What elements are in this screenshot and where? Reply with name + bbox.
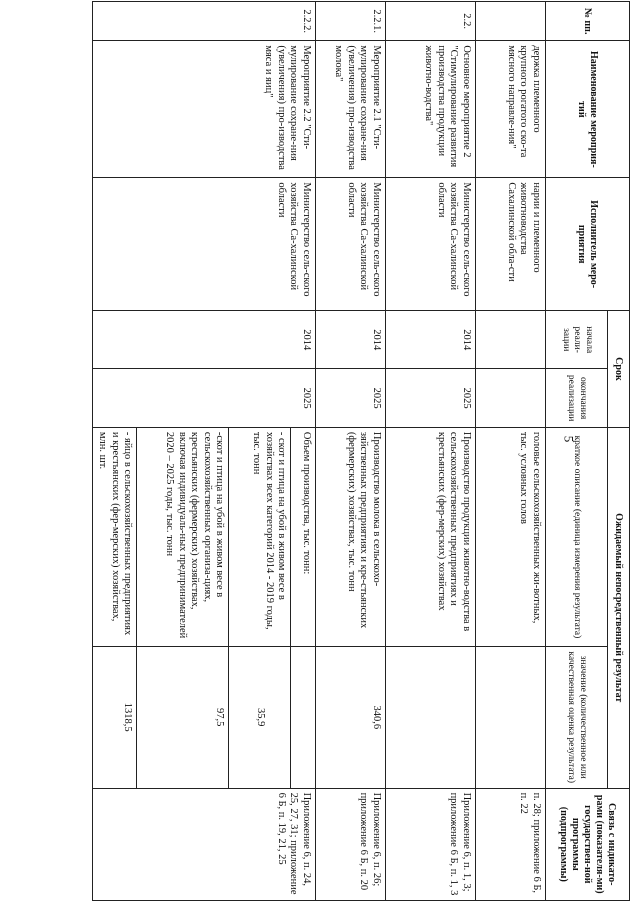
header-result: Ожидаемый непосредственный результат — [608, 427, 630, 788]
table-row — [316, 2, 386, 901]
header-start: начала реали-зации — [546, 311, 608, 369]
result-desc: - скот и птица на убой в живом весе в хозяйствах всех категорий 2014 - 2019 годы, тыс. тонн — [229, 428, 291, 647]
row-start: 2014 — [386, 311, 476, 369]
row-result-desc: Производство молока в сельскохо-зяйственных предприятиях и кре-стьянских (фермерских) хозяйствах, тыс. тонн — [316, 427, 386, 646]
row-start: 2014 — [316, 311, 386, 369]
row-link: Приложение 6, п. 24, 25, 27, 31; приложение 6 Б, п. 19, 21, 25 — [92, 788, 315, 900]
row-end: 2025 — [92, 369, 315, 427]
row-name: держка племенного крупного рогатого ско-та мясного направле-ния" — [476, 41, 546, 178]
result-value: 97,5 — [137, 646, 229, 787]
result-value — [291, 646, 315, 787]
table-row — [92, 2, 315, 901]
row-end: 2025 — [316, 369, 386, 427]
result-subrow — [93, 428, 137, 788]
result-subrow — [137, 428, 229, 788]
row-start: 2014 — [92, 311, 315, 369]
header-result-desc: краткое описание (единица измерения результата) — [546, 427, 608, 646]
result-desc: -скот и птица на убой в живом весе в сельскохозяйственных организа-циях, крестьянских (фермерских) хозяйствах, включая индивидуаль-ных предпринимателей 2020 – 2025 годы, тыс. тонн — [137, 428, 229, 647]
row-result-value — [476, 646, 546, 788]
result-subrow — [291, 428, 315, 788]
result-subrow — [229, 428, 291, 788]
row-link: Приложение 6, п. 1, 3; приложение 6 Б, п. 1, 3 — [386, 788, 476, 900]
measures-table — [92, 1, 630, 901]
row-end — [476, 369, 546, 427]
row-results — [92, 427, 315, 788]
table-row — [386, 2, 476, 901]
result-desc: Объем производства, тыс. тонн: — [291, 428, 315, 647]
result-value: 35,9 — [229, 646, 291, 787]
result-desc: - яйцо в сельскохозяйственных предприятиях и крестьянских (фер-мерских) хозяйствах, млн. шт. — [93, 428, 137, 647]
row-executor: Министерство сель-ского хозяйства Са-халинской области — [316, 178, 386, 311]
row-link: Приложение 6, п. 26; приложение 6 Б, п. 20 — [316, 788, 386, 900]
header-executor: Исполнитель меро-приятия — [546, 178, 630, 311]
row-result-value: 340,6 — [316, 646, 386, 788]
row-num: 2.2.1. — [316, 2, 386, 41]
row-num: 2.2.2. — [92, 2, 315, 41]
header-num: № пп. — [546, 2, 630, 41]
row-executor: Министерство сель-ского хозяйства Са-халинской области — [92, 178, 315, 311]
row-link: п. 28; приложение 6 Б, п. 22 — [476, 788, 546, 900]
row-result-desc: Производство продукции животно-водства в сельскохозяйственных предприятиях и крестьянских (фер-мерских) хозяйствах — [386, 427, 476, 646]
row-name: Мероприятие 2.2 "Сти-мулирование сохране-ния (увеличения) про-изводства мяса и яиц" — [92, 41, 315, 178]
header-link: Связь с индикато-рами (показателя-ми) государствен-ной программы (подпрограммы) — [546, 788, 630, 900]
header-result-value: значение (количественное или качественная оценка результата) — [546, 646, 608, 788]
row-executor: Министерство сель-ского хозяйства Са-халинской области — [386, 178, 476, 311]
row-result-desc: головье сельскохозяйственных жи-вотных, тыс. условных голов — [476, 427, 546, 646]
row-num — [476, 2, 546, 41]
row-name: Мероприятие 2.1 "Сти-мулирование сохране-ния (увеличения) про-изводства молока" — [316, 41, 386, 178]
result-value: 1318,5 — [93, 646, 137, 787]
table-row — [476, 2, 546, 901]
header-end: окончания реализации — [546, 369, 608, 427]
rotated-table-container — [97, 1, 630, 901]
page-number: 5 — [561, 435, 577, 443]
row-name: Основное мероприятие 2 "Стимулирование развития производства продукции животно-водства" — [386, 41, 476, 178]
header-term: Срок — [608, 311, 630, 428]
row-end: 2025 — [386, 369, 476, 427]
results-subtable — [93, 428, 315, 788]
header-name: Наименование мероприя-тий — [546, 41, 630, 178]
row-executor: нарии и племенного животноводства Сахалинской обла-сти — [476, 178, 546, 311]
row-result-value — [386, 646, 476, 788]
row-start — [476, 311, 546, 369]
row-num: 2.2. — [386, 2, 476, 41]
